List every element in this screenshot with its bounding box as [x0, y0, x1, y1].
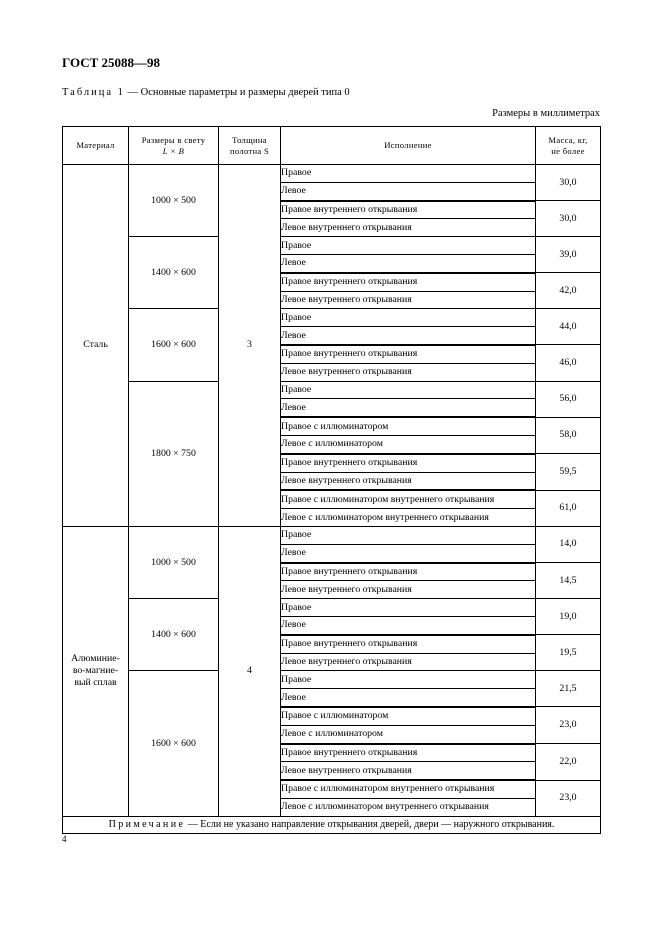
size-cell: 1600 × 600: [129, 671, 219, 816]
units-note: Размеры в миллиметрах: [492, 108, 600, 119]
mass-cell: 19,5: [536, 635, 601, 671]
execution-cell: Левое с иллюминатором внутреннего открывания: [281, 509, 536, 527]
execution-cell: Левое внутреннего открывания: [281, 653, 536, 671]
mass-cell: 14,0: [536, 526, 601, 562]
execution-cell: Левое внутреннего открывания: [281, 472, 536, 490]
execution-cell: Правое внутреннего открывания: [281, 744, 536, 762]
execution-cell: Левое: [281, 327, 536, 345]
size-cell: 1400 × 600: [129, 599, 219, 671]
header-thickness: [219, 127, 281, 165]
size-cell: 1000 × 500: [129, 526, 219, 598]
execution-cell: Правое: [281, 671, 536, 689]
mass-cell: 22,0: [536, 744, 601, 781]
table-note-row: [63, 816, 601, 834]
mass-cell: 42,0: [536, 273, 601, 309]
document-code: ГОСТ 25088—98: [62, 55, 161, 70]
header-thickness-line2: полотна S: [229, 145, 270, 156]
mass-cell: 23,0: [536, 707, 601, 744]
mass-cell: 39,0: [536, 237, 601, 273]
execution-cell: Левое внутреннего открывания: [281, 219, 536, 237]
size-cell: 1400 × 600: [129, 237, 219, 309]
execution-cell: Правое: [281, 526, 536, 544]
mass-cell: 30,0: [536, 165, 601, 201]
table-caption-text: — Основные параметры и размеры дверей типа 0: [124, 87, 350, 98]
header-size: [129, 127, 219, 165]
execution-cell: Левое: [281, 616, 536, 634]
execution-cell: Левое: [281, 544, 536, 562]
execution-cell: Левое: [281, 399, 536, 417]
material-name-line: Сталь: [83, 339, 108, 351]
table-note-text: — Если не указано направление открывания дверей, двери — наружного открывания.: [185, 819, 555, 831]
table-row: [63, 671, 601, 689]
table-caption-label: Таблица 1: [62, 87, 125, 98]
size-cell: 1600 × 600: [129, 309, 219, 381]
execution-cell: Правое с иллюминатором: [281, 707, 536, 725]
page-number: 4: [62, 834, 67, 844]
table-row: [63, 599, 601, 617]
mass-cell: 44,0: [536, 309, 601, 345]
mass-cell: 21,5: [536, 671, 601, 707]
thickness-cell: 3: [219, 165, 281, 527]
mass-cell: 30,0: [536, 201, 601, 237]
execution-cell: Правое с иллюминатором внутреннего открывания: [281, 780, 536, 798]
thickness-cell: 4: [219, 526, 281, 816]
execution-cell: Левое с иллюминатором: [281, 435, 536, 453]
table-caption: [62, 87, 350, 98]
mass-cell: 59,5: [536, 454, 601, 491]
header-material: [63, 127, 129, 165]
material-name-line: вый сплав: [74, 677, 117, 689]
table-row: [63, 381, 601, 399]
header-mass: [536, 127, 601, 165]
execution-cell: Левое: [281, 182, 536, 200]
table-row: [63, 309, 601, 327]
size-cell: 1800 × 750: [129, 381, 219, 526]
parameters-table: [62, 126, 601, 834]
execution-cell: Правое внутреннего открывания: [281, 454, 536, 472]
mass-cell: 61,0: [536, 490, 601, 526]
table-header-row: [63, 127, 601, 165]
execution-cell: Правое с иллюминатором внутреннего открывания: [281, 490, 536, 508]
size-cell: 1000 × 500: [129, 165, 219, 237]
material-cell: [63, 526, 129, 816]
header-mass-line1: Масса, кг,: [548, 134, 588, 145]
execution-cell: Правое с иллюминатором: [281, 417, 536, 435]
mass-cell: 58,0: [536, 417, 601, 454]
execution-cell: Левое внутреннего открывания: [281, 762, 536, 780]
material-name-line: Алюминие-: [71, 653, 120, 665]
execution-cell: Правое внутреннего открывания: [281, 563, 536, 581]
execution-cell: Правое внутреннего открывания: [281, 201, 536, 219]
execution-cell: Правое: [281, 599, 536, 617]
execution-cell: Левое: [281, 254, 536, 272]
table-body: [63, 165, 601, 817]
execution-cell: Правое внутреннего открывания: [281, 635, 536, 653]
execution-cell: Левое внутреннего открывания: [281, 363, 536, 381]
header-execution-text: Исполнение: [384, 140, 432, 150]
header-size-line2: L × B: [162, 145, 185, 156]
execution-cell: Левое внутреннего открывания: [281, 581, 536, 599]
header-mass-line2: не более: [551, 145, 585, 156]
table-row: [63, 165, 601, 183]
execution-cell: Правое: [281, 237, 536, 255]
table-row: [63, 526, 601, 544]
execution-cell: Левое внутреннего открывания: [281, 291, 536, 309]
header-material-text: Материал: [76, 140, 115, 150]
table-note-label: Примечание: [108, 819, 186, 831]
header-size-line1: Размеры в свету: [141, 134, 206, 145]
execution-cell: Левое с иллюминатором: [281, 725, 536, 743]
execution-cell: Левое: [281, 689, 536, 707]
execution-cell: Левое с иллюминатором внутреннего открывания: [281, 798, 536, 816]
execution-cell: Правое внутреннего открывания: [281, 273, 536, 291]
header-execution: [281, 127, 536, 165]
mass-cell: 56,0: [536, 381, 601, 417]
mass-cell: 19,0: [536, 599, 601, 635]
header-thickness-line1: Толщина: [232, 134, 267, 145]
execution-cell: Правое: [281, 165, 536, 183]
execution-cell: Правое: [281, 309, 536, 327]
table-row: [63, 237, 601, 255]
table-note: [63, 816, 601, 834]
mass-cell: 23,0: [536, 780, 601, 816]
execution-cell: Правое: [281, 381, 536, 399]
material-name-line: во-магние-: [72, 665, 119, 677]
execution-cell: Правое внутреннего открывания: [281, 345, 536, 363]
material-cell: [63, 165, 129, 527]
mass-cell: 14,5: [536, 563, 601, 599]
mass-cell: 46,0: [536, 345, 601, 381]
